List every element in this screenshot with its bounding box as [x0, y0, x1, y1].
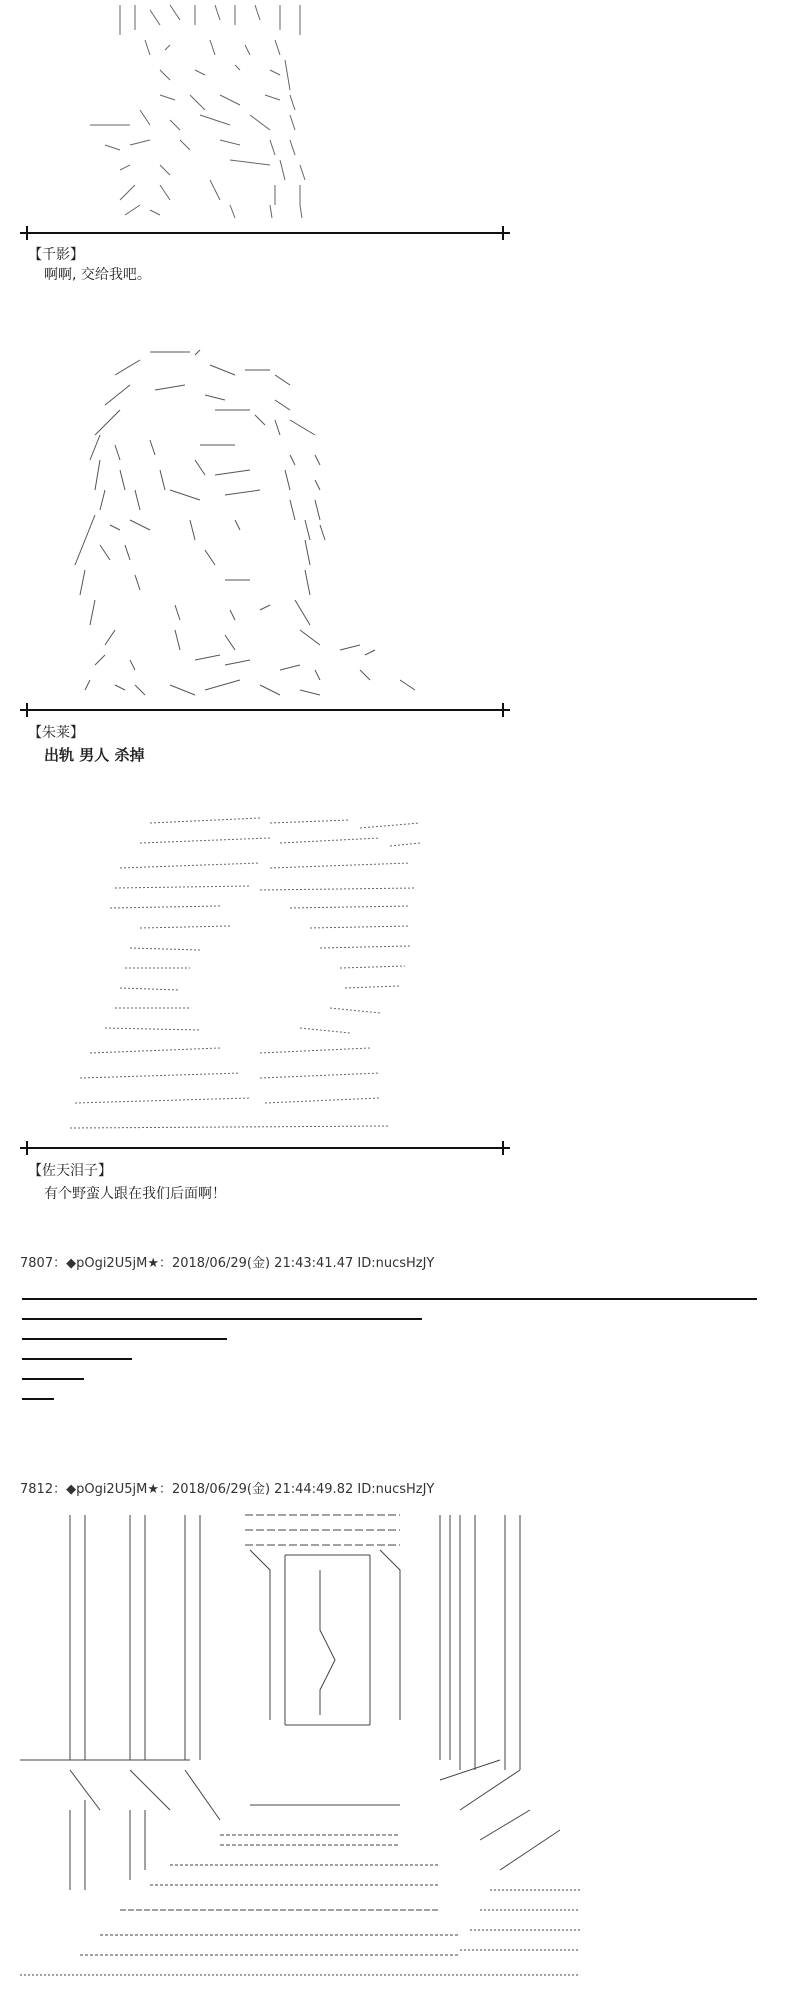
divider-end-right	[502, 1141, 504, 1155]
redaction-bar	[22, 1398, 54, 1400]
divider-end-left	[26, 703, 28, 717]
redaction-bar	[22, 1338, 227, 1340]
speaker-name: 【朱莱】	[28, 725, 84, 741]
panel-divider-1	[20, 226, 510, 240]
ascii-art-panel3	[20, 808, 510, 1140]
speaker-name: 【千影】	[28, 247, 84, 263]
speaker-name: 【佐天泪子】	[28, 1163, 112, 1179]
ascii-art-post2	[20, 1510, 580, 1990]
divider-end-left	[26, 1141, 28, 1155]
dialogue-text: 有个野蛮人跟在我们后面啊！	[44, 1186, 226, 1202]
redaction-bar	[22, 1358, 132, 1360]
ascii-art-panel2	[20, 340, 510, 702]
redaction-bar	[22, 1298, 757, 1300]
divider-line	[20, 232, 510, 234]
divider-end-left	[26, 226, 28, 240]
redaction-bar	[22, 1318, 422, 1320]
divider-end-right	[502, 226, 504, 240]
divider-end-right	[502, 703, 504, 717]
redaction-bar	[22, 1378, 84, 1380]
post-header: 7807：◆pOgi2U5jM★：2018/06/29(金) 21:43:41.47 ID:nucsHzJY	[20, 1256, 435, 1271]
post-header: 7812：◆pOgi2U5jM★：2018/06/29(金) 21:44:49.82 ID:nucsHzJY	[20, 1482, 435, 1497]
dialogue-text: 啊啊, 交给我吧。	[44, 267, 151, 283]
divider-line	[20, 1147, 510, 1149]
panel-divider-2	[20, 703, 510, 717]
ascii-art-panel1	[20, 0, 510, 225]
panel-divider-3	[20, 1141, 510, 1155]
divider-line	[20, 709, 510, 711]
dialogue-text: 出轨 男人 杀掉	[44, 746, 145, 764]
